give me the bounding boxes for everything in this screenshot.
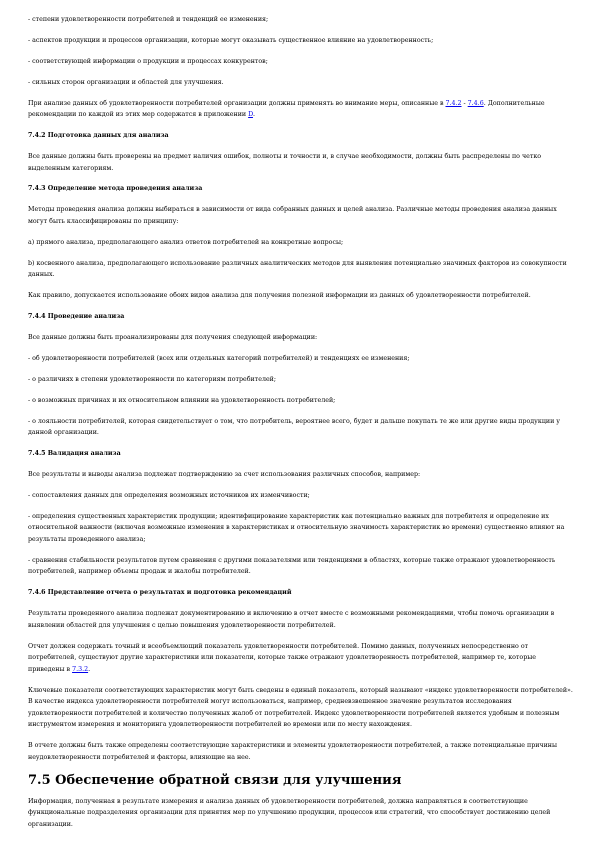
paragraph: Результаты проведенного анализа подлежат документированию и включению в отчет вместе с возможными рекомендациями, чтобы помочь организации в выявлении областей для улучшения с целью повышения удовлетворенности потребителей. (28, 610, 555, 629)
section-heading: 7.5 Обеспечение обратной связи для улучшения (28, 772, 402, 788)
paragraph: Все результаты и выводы анализа подлежат подтверждению за счет использования различных способов, например: (28, 470, 421, 478)
paragraph: - сильных сторон организации и областей для улучшения. (28, 78, 224, 86)
subsection-heading: 7.4.5 Валидация анализа (28, 450, 121, 457)
paragraph: - об удовлетворенности потребителей (всех или отдельных категорий потребителей) и тенденциях ее изменения; (28, 354, 410, 362)
cross-reference-link[interactable]: D (248, 111, 253, 119)
paragraph: - определения существенных характеристик продукции; идентифицирование характеристик как потенциально важных для потребителя и определение их относительной важности (включая возможные изменения в характеристиках и относительную значимость характеристик во времени) существенно влияют на результаты проведенного анализа; (28, 512, 565, 543)
subsection-heading: 7.4.2 Подготовка данных для анализа (28, 132, 169, 140)
paragraph: - соответствующей информации о продукции и процессах конкурентов; (28, 57, 268, 65)
paragraph: - о различиях в степени удовлетворенности по категориям потребителей; (28, 375, 276, 383)
paragraph-text: При анализе данных об удовлетворенности потребителей организации должны применять во внимание меры, описанные в (28, 99, 446, 107)
paragraph: - сопоставления данных для определения возможных источников их изменчивости; (28, 491, 310, 499)
paragraph: Все данные должны быть проверены на предмет наличия ошибок, полноты и точности и, в случае необходимости, должны быть распределены по четко выделенным категориям. (28, 152, 542, 172)
document-page (28, 14, 573, 840)
paragraph-text: . Дополнительные рекомендации по каждой из этих мер содержатся в приложении (28, 99, 545, 119)
paragraph-text: - (461, 99, 468, 107)
paragraph-text: Отчет должен содержать точный и всеобъемлющий показатель удовлетворенности потребителей. Помимо данных, полученных непосредственно от потребителей, существуют другие характеристики или показатели, которые также отражают удовлетворенность потребителей, например те, которые приведены в (28, 642, 536, 673)
subsection-heading: 7.4.6 Представление отчета о результатах и подготовка рекомендаций (28, 589, 292, 597)
paragraph: Все данные должны быть проанализированы для получения следующей информации: (28, 333, 318, 341)
subsection-heading: 7.4.3 Определение метода проведения анализа (28, 185, 203, 193)
paragraph: В отчете должны быть также определены соответствующие характеристики и элементы удовлетворенности потребителей, а также потенциальные причины неудовлетворенности потребителей и факторы, влияющие на нее. (28, 742, 557, 761)
cross-reference-link[interactable]: 7.4.6 (467, 99, 484, 107)
paragraph: Информация, полученная в результате измерения и анализа данных об удовлетворенности потребителей, должна направляться в соответствующие функциональные подразделения организации для принятия мер по улучшению продукции, процессов или стратегий, что способствует достижению целей организации. (28, 797, 551, 829)
paragraph: Ключевые показатели соответствующих характеристик могут быть сведены в единый показатель, который называют «индекс удовлетворенности потребителей». В качестве индекса удовлетворенности потребителей могут использоваться, например, средневзвешенное значение результатов исследования удовлетворенности потребителей и количество полученных жалоб от потребителей. Индекс удовлетворенности потребителей является удобным и полезным инструментом измерения и мониторинга удовлетворенности потребителей во времени или по месту нахождения. (28, 686, 573, 729)
cross-reference-link[interactable]: 7.4.2 (445, 99, 462, 107)
subsection-heading: 7.4.4 Проведение анализа (28, 313, 125, 321)
paragraph-text: . (252, 111, 255, 119)
cross-reference-link[interactable]: 7.3.2 (72, 665, 89, 673)
paragraph (28, 98, 573, 121)
paragraph: a) прямого анализа, предполагающего анализ ответов потребителей на конкретные вопросы; (28, 238, 344, 246)
paragraph: Методы проведения анализа должны выбираться в зависимости от вида собранных данных и целей анализа. Различные методы проведения анализа данных могут быть классифицированы по принципу: (28, 206, 557, 225)
paragraph: b) косвенного анализа, предполагающего использование различных аналитических методов для выявления потенциально значимых факторов из совокупности данных. (28, 259, 567, 279)
paragraph: - о лояльности потребителей, которая свидетельствует о том, что потребитель, вероятнее всего, будет и дальше покупать те же или другие виды продукции у данной организации. (28, 417, 560, 437)
paragraph: - степени удовлетворенности потребителей и тенденций ее изменения; (28, 16, 269, 23)
paragraph (28, 641, 573, 676)
paragraph: - аспектов продукции и процессов организации, которые могут оказывать существенное влияние на удовлетворенность; (28, 36, 434, 44)
paragraph: - сравнения стабильности результатов путем сравнения с другими показателями или тенденциями в областях, которые также отражают удовлетворенность потребителей, например объемы продаж и жалобы потребителей. (28, 556, 556, 576)
paragraph: - о возможных причинах и их относительном влиянии на удовлетворенность потребителей; (28, 396, 336, 404)
paragraph-text: . (88, 665, 91, 673)
paragraph: Как правило, допускается использование обоих видов анализа для получения полезной информации из данных об удовлетворенности потребителей. (28, 292, 531, 300)
